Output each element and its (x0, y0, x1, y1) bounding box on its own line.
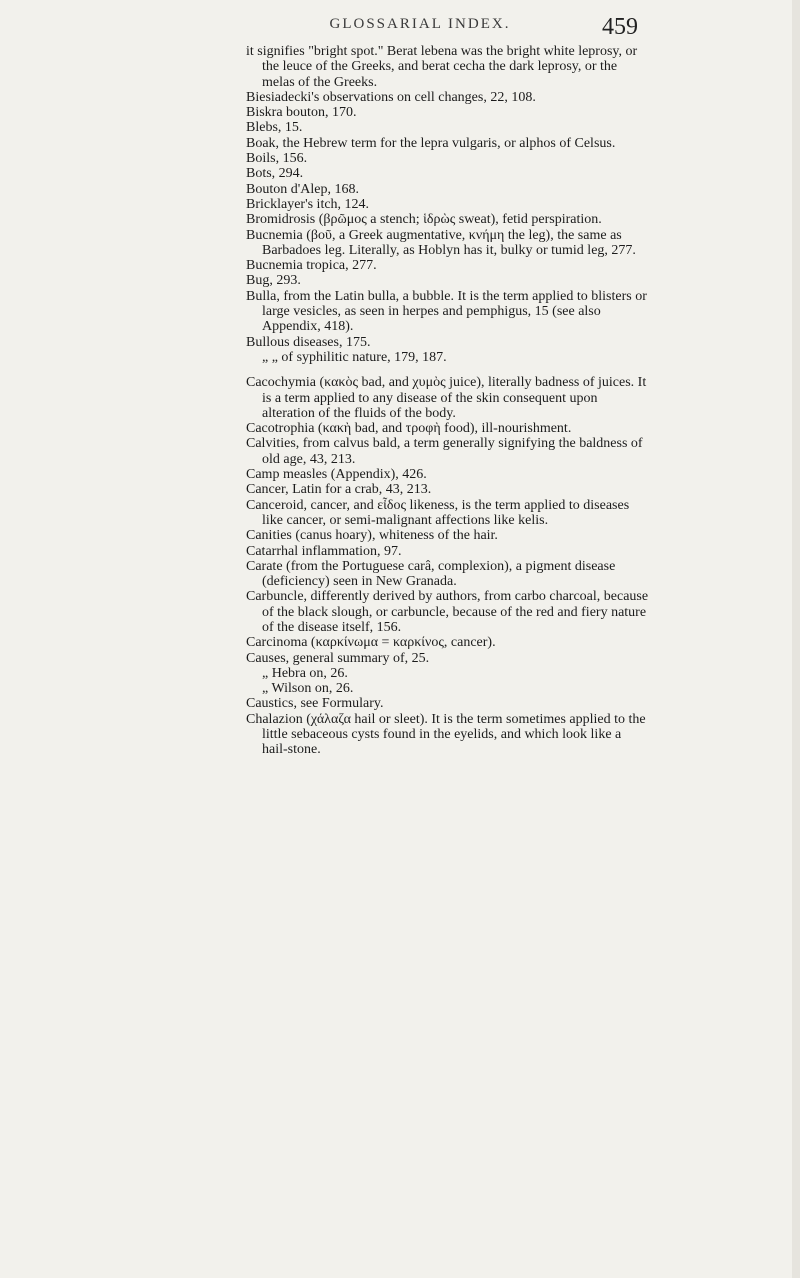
index-entry: Biskra bouton, 170. (246, 105, 357, 121)
index-entry: Cacochymia (κακὸς bad, and χυμὸς juice), literally badness of juices. It is a term applied to any disease of the skin consequent upon alteration of the fluids of the body. (246, 375, 647, 421)
index-entry: Biesiadecki's observations on cell changes, 22, 108. (246, 89, 536, 105)
index-entry: Canceroid, cancer, and εἶδος likeness, is the term applied to diseases like cancer, or semi-malignant affections like kelis. (246, 497, 630, 528)
index-entry: it signifies "bright spot." Berat lebena was the bright white leprosy, or the leuce of the Greeks, and berat cecha the dark leprosy, or the melas of the Greeks. (246, 44, 638, 90)
index-entry: Chalazion (χάλαζα hail or sleet). It is the term sometimes applied to the little sebaceous cysts found in the eyelids, and which look like a hail-stone. (246, 711, 646, 758)
index-entry: Bricklayer's itch, 124. (246, 196, 370, 212)
index-entry: Boils, 156. (246, 151, 308, 167)
index-entry: Canities (canus hoary), whiteness of the hair. (246, 528, 498, 544)
index-entry: Bouton d'Alep, 168. (246, 181, 359, 197)
index-entry: Causes, general summary of, 25. (246, 650, 430, 666)
index-entry: Bug, 293. (246, 273, 301, 289)
index-entry: Calvities, from calvus bald, a term generally signifying the baldness of old age, 43, 213. (246, 436, 643, 467)
index-entry: Blebs, 15. (246, 120, 303, 136)
index-entry: „ Wilson on, 26. (262, 681, 354, 697)
index-entry: „ Hebra on, 26. (262, 665, 348, 681)
index-entry: Camp measles (Appendix), 426. (246, 467, 427, 483)
index-entry: Bulla, from the Latin bulla, a bubble. It is the term applied to blisters or large vesicles, as seen in herpes and pemphigus, 15 (see also Appendix, 418). (246, 288, 647, 335)
index-entry: Caustics, see Formulary. (246, 696, 384, 712)
index-entry: Carate (from the Portuguese carâ, complexion), a pigment disease (deficiency) seen in New Granada. (246, 558, 616, 590)
glossary-entries (246, 44, 650, 758)
index-entry: Cancer, Latin for a crab, 43, 213. (246, 482, 432, 498)
index-entry: Catarrhal inflammation, 97. (246, 543, 402, 559)
index-entry: Bucnemia tropica, 277. (246, 258, 377, 274)
page-edge (792, 0, 800, 1278)
index-entry: Bucnemia (βοῦ, a Greek augmentative, κνήμη the leg), the same as Barbadoes leg. Literally, as Hoblyn has it, bulky or tumid leg, 277. (246, 227, 636, 258)
page-number: 459 (602, 14, 638, 40)
index-entry: Boak, the Hebrew term for the lepra vulgaris, or alphos of Celsus. (246, 135, 616, 151)
index-entry: Bromidrosis (βρῶμος a stench; ἱδρὼς sweat), fetid perspiration. (246, 212, 602, 228)
index-entry: Bullous diseases, 175. (246, 334, 371, 350)
index-entry: Bots, 294. (246, 166, 304, 182)
index-entry: Carcinoma (καρκίνωμα = καρκίνος, cancer). (246, 635, 496, 651)
running-title: GLOSSARIAL INDEX. (329, 16, 511, 32)
index-entry: „ „ of syphilitic nature, 179, 187. (262, 349, 447, 365)
index-entry: Cacotrophia (κακὴ bad, and τροφὴ food), ill-nourishment. (246, 421, 572, 437)
index-entry: Carbuncle, differently derived by authors, from carbo charcoal, because of the black slough, or carbuncle, because of the red and fiery nature of the disease itself, 156. (246, 589, 649, 635)
